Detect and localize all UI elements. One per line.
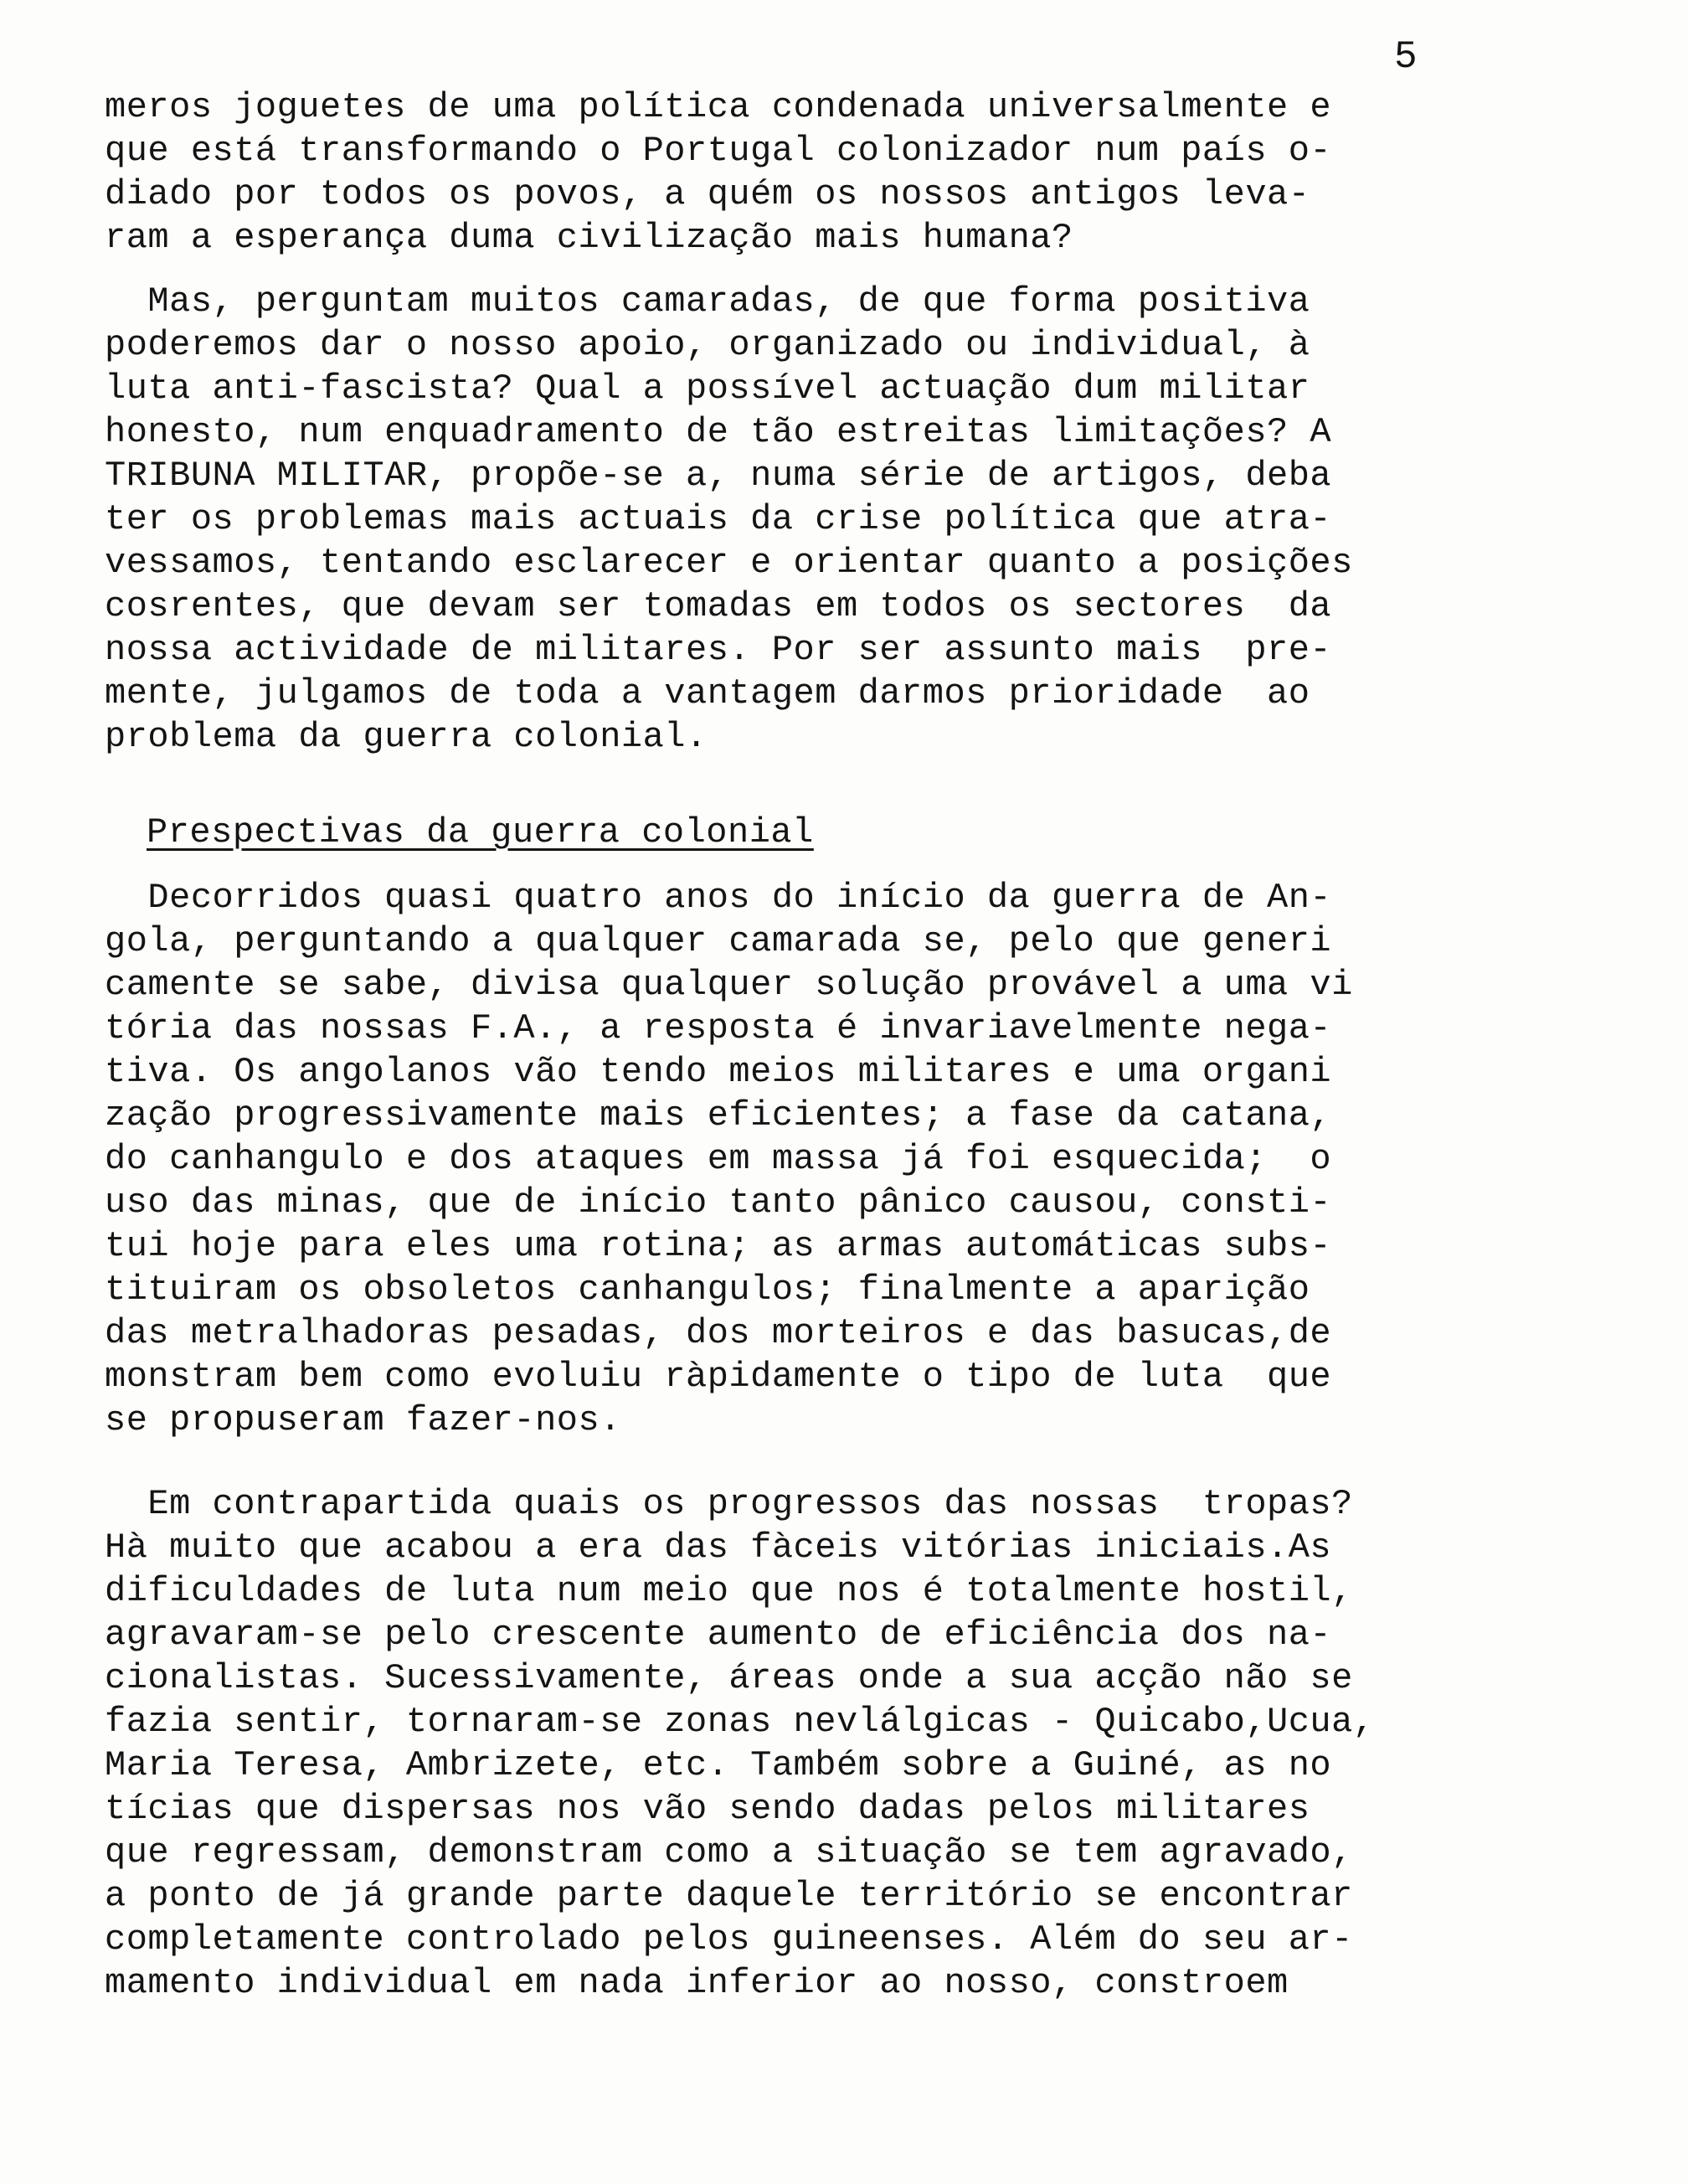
paragraph-line: tiva. Os angolanos vão tendo meios militares e uma organi — [105, 1052, 1332, 1092]
paragraph-line: uso das minas, que de início tanto pânico causou, consti- — [105, 1182, 1332, 1223]
paragraph-line: TRIBUNA MILITAR, propõe-se a, numa série de artigos, deba — [105, 456, 1332, 496]
paragraph-line: honesto, num enquadramento de tão estreitas limitações? A — [105, 412, 1332, 452]
paragraph-2 — [105, 280, 1353, 759]
paragraph-1 — [105, 85, 1331, 260]
paragraph-line: monstram bem como evoluiu ràpidamente o tipo de luta que — [105, 1357, 1332, 1397]
paragraph-line: ter os problemas mais actuais da crise política que atra- — [105, 499, 1332, 539]
paragraph-line: tituiram os obsoletos canhangulos; finalmente a aparição — [105, 1270, 1310, 1310]
paragraph-line: Hà muito que acabou a era das fàceis vitórias iniciais.As — [105, 1527, 1332, 1568]
paragraph-line: luta anti-fascista? Qual a possível actuação dum militar — [105, 368, 1310, 409]
paragraph-line: fazia sentir, tornaram-se zonas nevlálgicas - Quicabo,Ucua, — [105, 1702, 1375, 1742]
paragraph-line: tícias que dispersas nos vão sendo dadas pelos militares — [105, 1789, 1310, 1829]
paragraph-line: do canhangulo e dos ataques em massa já foi esquecida; o — [105, 1139, 1332, 1179]
paragraph-line: que está transformando o Portugal colonizador num país o- — [105, 131, 1332, 171]
paragraph-line: dificuldades de luta num meio que nos é totalmente hostil, — [105, 1571, 1353, 1611]
paragraph-line: diado por todos os povos, a quém os nossos antigos leva- — [105, 174, 1310, 214]
paragraph-line: problema da guerra colonial. — [105, 717, 708, 757]
paragraph-line: zação progressivamente mais eficientes; a fase da catana, — [105, 1095, 1332, 1136]
paragraph-line: gola, perguntando a qualquer camarada se, pelo que generi — [105, 921, 1332, 961]
paragraph-line: vessamos, tentando esclarecer e orientar quanto a posições — [105, 543, 1353, 583]
paragraph-line: mamento individual em nada inferior ao nosso, constroem — [105, 1963, 1289, 2003]
paragraph-4 — [105, 1482, 1375, 2005]
paragraph-3 — [105, 876, 1353, 1442]
paragraph-line: poderemos dar o nosso apoio, organizado ou individual, à — [105, 325, 1310, 365]
paragraph-line: Mas, perguntam muitos camaradas, de que forma positiva — [105, 281, 1310, 322]
paragraph-line: completamente controlado pelos guineenses. Além do seu ar- — [105, 1919, 1353, 1960]
paragraph-line: a ponto de já grande parte daquele território se encontrar — [105, 1876, 1353, 1916]
paragraph-line: mente, julgamos de toda a vantagem darmos prioridade ao — [105, 673, 1310, 713]
page-number: 5 — [1394, 35, 1418, 79]
paragraph-line: cionalistas. Sucessivamente, áreas onde a sua acção não se — [105, 1658, 1353, 1698]
paragraph-line: Decorridos quasi quatro anos do início da guerra de An- — [105, 878, 1332, 918]
paragraph-line: das metralhadoras pesadas, dos morteiros e das basucas,de — [105, 1313, 1332, 1353]
paragraph-line: Maria Teresa, Ambrizete, etc. Também sobre a Guiné, as no — [105, 1745, 1332, 1785]
paragraph-line: agravaram-se pelo crescente aumento de eficiência dos na- — [105, 1615, 1332, 1655]
paragraph-line: se propuseram fazer-nos. — [105, 1400, 621, 1440]
paragraph-line: meros joguetes de uma política condenada universalmente e — [105, 87, 1332, 127]
paragraph-line: ram a esperança duma civilização mais humana? — [105, 218, 1073, 258]
paragraph-line: Em contrapartida quais os progressos das nossas tropas? — [105, 1484, 1353, 1524]
paragraph-line: cosrentes, que devam ser tomadas em todos os sectores da — [105, 586, 1332, 626]
paragraph-line: tória das nossas F.A., a resposta é invariavelmente nega- — [105, 1008, 1332, 1048]
paragraph-line: nossa actividade de militares. Por ser assunto mais pre- — [105, 630, 1332, 670]
section-heading: Prespectivas da guerra colonial — [147, 812, 814, 852]
paragraph-line: camente se sabe, divisa qualquer solução provável a uma vi — [105, 965, 1353, 1005]
paragraph-line: que regressam, demonstram como a situação se tem agravado, — [105, 1832, 1353, 1872]
paragraph-line: tui hoje para eles uma rotina; as armas automáticas subs- — [105, 1226, 1332, 1266]
